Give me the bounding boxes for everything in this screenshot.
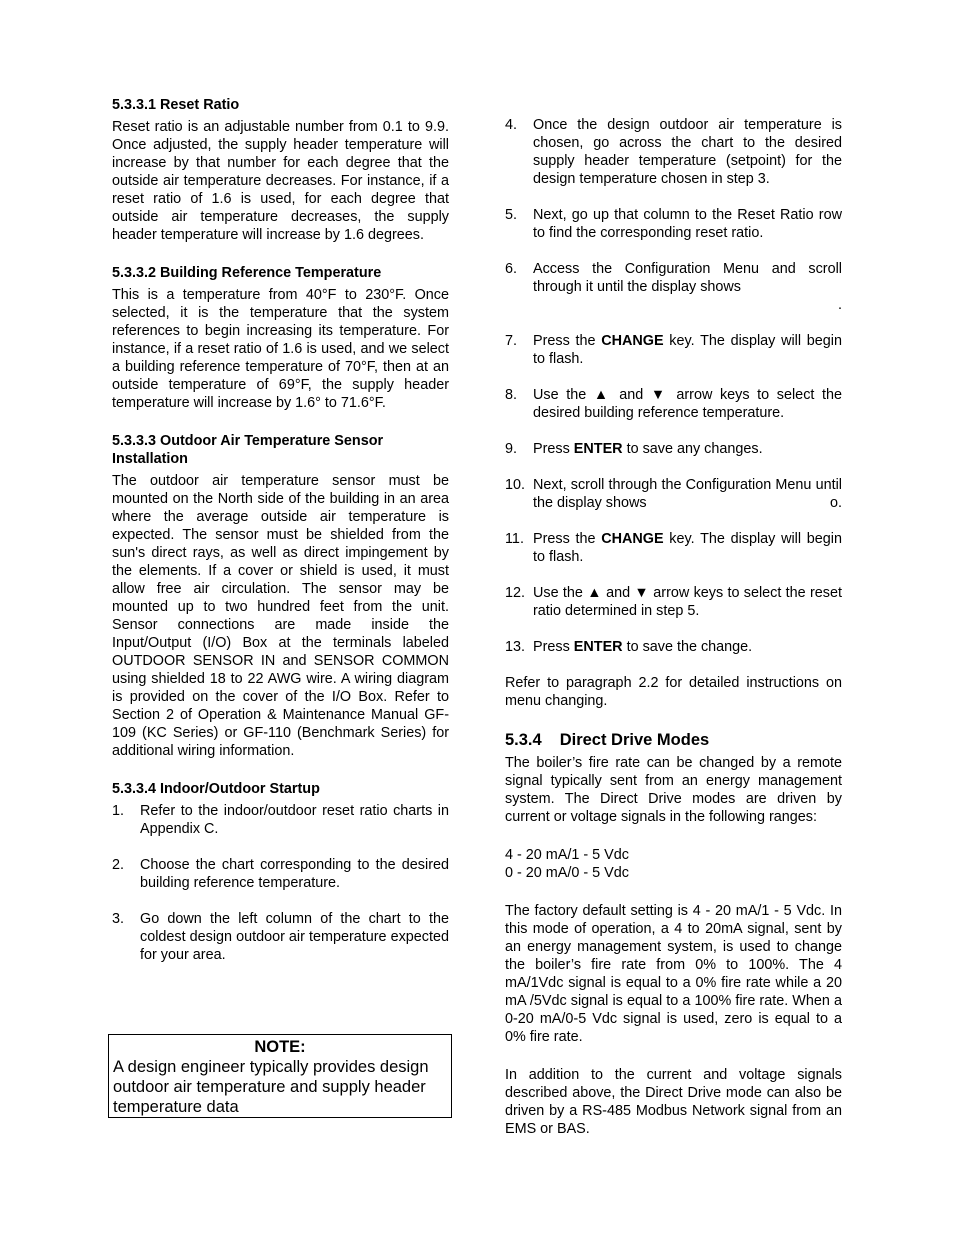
enter-key-label: ENTER [573, 441, 623, 457]
list-item [505, 116, 842, 188]
refer-paragraph: Refer to paragraph 2.2 for detailed instructions on menu changing. [505, 675, 842, 709]
factory-default-paragraph: The factory default setting is 4 - 20 mA/1 - 5 Vdc. In this mode of operation, a 4 to 20mA signal, sent by an energy management system, is used to change the boiler’s fire rate from 0% to 100%. The 4 mA/1Vdc signal is equal to a 0% fire rate while a 20 mA /5Vdc signal is equal to a 100% fire rate. When a 0-20 mA/0-5 Vdc signal is used, zero is equal to a 0% fire rate. [505, 903, 842, 1045]
list-number: 6. [505, 261, 518, 277]
list-number: 11. [505, 531, 524, 547]
list-item [505, 440, 842, 458]
signal-ranges [505, 846, 842, 882]
list-text-post: to save the change. [622, 639, 753, 655]
display-text-tail: o. [829, 495, 842, 511]
note-box [108, 1034, 452, 1118]
list-text: Once the design outdoor air temperature is chosen, go across the chart to the desired supply header temperature (setpoint) for the design temperature chosen in step 3. [533, 117, 842, 187]
direct-drive-intro-paragraph: The boiler’s fire rate can be changed by a remote signal typically sent from an energy management system. The Direct Drive modes are driven by current or voltage signals in the following ranges: [505, 755, 842, 825]
list-text: Go down the left column of the chart to the coldest design outdoor air temperature expected for your area. [140, 911, 449, 963]
list-number: 10. [505, 477, 526, 493]
list-number: 12. [505, 585, 526, 601]
list-text: Access the Configuration Menu and scroll through it until the display shows [533, 261, 842, 295]
change-key-label: CHANGE [601, 531, 664, 547]
list-item [505, 584, 842, 620]
section-number: 5.3.4 [505, 731, 542, 749]
list-text-pre: Press the [533, 333, 602, 349]
range-item: 4 - 20 mA/1 - 5 Vdc [505, 847, 629, 863]
range-item: 0 - 20 mA/0 - 5 Vdc [505, 865, 629, 881]
list-text-post: key. The display will begin to flash. [533, 531, 842, 565]
list-text-post: key. The display will begin to flash. [533, 333, 842, 367]
list-number: 1. [112, 803, 125, 819]
list-item [112, 856, 449, 892]
note-title: NOTE: [254, 1038, 306, 1056]
list-number: 2. [112, 857, 125, 873]
list-item [112, 910, 449, 964]
list-text-pre: Press [533, 441, 574, 457]
list-item [112, 802, 449, 838]
list-item [505, 476, 842, 512]
right-column [505, 116, 842, 1158]
list-text: Choose the chart corresponding to the desired building reference temperature. [140, 857, 449, 891]
list-number: 9. [505, 441, 518, 457]
list-text-pre: Press [533, 639, 574, 655]
list-item [505, 260, 842, 314]
section-5-3-3-2-heading: 5.3.3.2 Building Reference Temperature [112, 265, 382, 281]
list-text-pre: Press the [533, 531, 602, 547]
list-number: 4. [505, 117, 518, 133]
list-item [505, 530, 842, 566]
list-number: 3. [112, 911, 125, 927]
list-number: 8. [505, 387, 518, 403]
section-title: Direct Drive Modes [559, 731, 710, 749]
section-5-3-4-heading [505, 730, 842, 750]
list-item [505, 386, 842, 422]
enter-key-label: ENTER [573, 639, 623, 655]
list-item [505, 206, 842, 242]
list-text: Next, go up that column to the Reset Ratio row to find the corresponding reset ratio. [533, 207, 842, 241]
display-text-tail: . [838, 297, 842, 313]
list-text: Refer to the indoor/outdoor reset ratio charts in Appendix C. [140, 803, 449, 837]
list-text-post: to save any changes. [622, 441, 763, 457]
modbus-paragraph: In addition to the current and voltage signals described above, the Direct Drive mode can also be driven by a RS-485 Modbus Network signal from an EMS or BAS. [505, 1067, 842, 1137]
list-item [505, 638, 842, 656]
section-5-3-3-4-heading: 5.3.3.4 Indoor/Outdoor Startup [112, 781, 320, 797]
list-text: Next, scroll through the Configuration Menu until the display shows [533, 477, 842, 511]
note-text: A design engineer typically provides design outdoor air temperature and supply header temperature data [113, 1058, 429, 1116]
left-column [112, 96, 449, 982]
list-text: Use the ▲ and ▼ arrow keys to select the reset ratio determined in step 5. [533, 585, 842, 619]
list-number: 13. [505, 639, 526, 655]
list-item [505, 332, 842, 368]
list-number: 7. [505, 333, 518, 349]
sensor-installation-paragraph: The outdoor air temperature sensor must be mounted on the North side of the building in an area where the average outside air temperature is expected. The sensor must be shielded from the sun's direct rays, as well as direct impingement by the elements. If a cover or shield is used, it must allow free air circulation. The sensor may be mounted up to two hundred feet from the unit. Sensor connections are made inside the Input/Output (I/O) Box at the terminals labeled OUTDOOR SENSOR IN and SENSOR COMMON using shielded 18 to 22 AWG wire. A wiring diagram is provided on the cover of the I/O Box. Refer to Section 2 of Operation & Maintenance Manual GF-109 (KC Series) or GF-110 (Benchmark Series) for additional wiring information. [112, 473, 449, 759]
list-number: 5. [505, 207, 518, 223]
reset-ratio-paragraph: Reset ratio is an adjustable number from 0.1 to 9.9. Once adjusted, the supply header temperature will increase by that number for each degree that the outside air temperature decreases. For instance, if a reset ratio of 1.6 is used, for each degree that outside air temperature decreases, the supply header temperature will increase by 1.6 degrees. [112, 119, 449, 243]
section-5-3-3-1-heading: 5.3.3.1 Reset Ratio [112, 97, 240, 113]
building-reference-paragraph: This is a temperature from 40°F to 230°F. Once selected, it is the temperature that the system references to begin increasing its temperature. For instance, if a reset ratio of 1.6 is used, and we select a building reference temperature of 70°F, then at an outside temperature of 69°F, the supply header temperature will increase by 1.6° to 71.6°F. [112, 287, 449, 411]
list-text: Use the ▲ and ▼ arrow keys to select the desired building reference temperature. [533, 387, 842, 421]
section-5-3-3-3-heading: 5.3.3.3 Outdoor Air Temperature Sensor Installation [112, 433, 384, 467]
change-key-label: CHANGE [601, 333, 664, 349]
